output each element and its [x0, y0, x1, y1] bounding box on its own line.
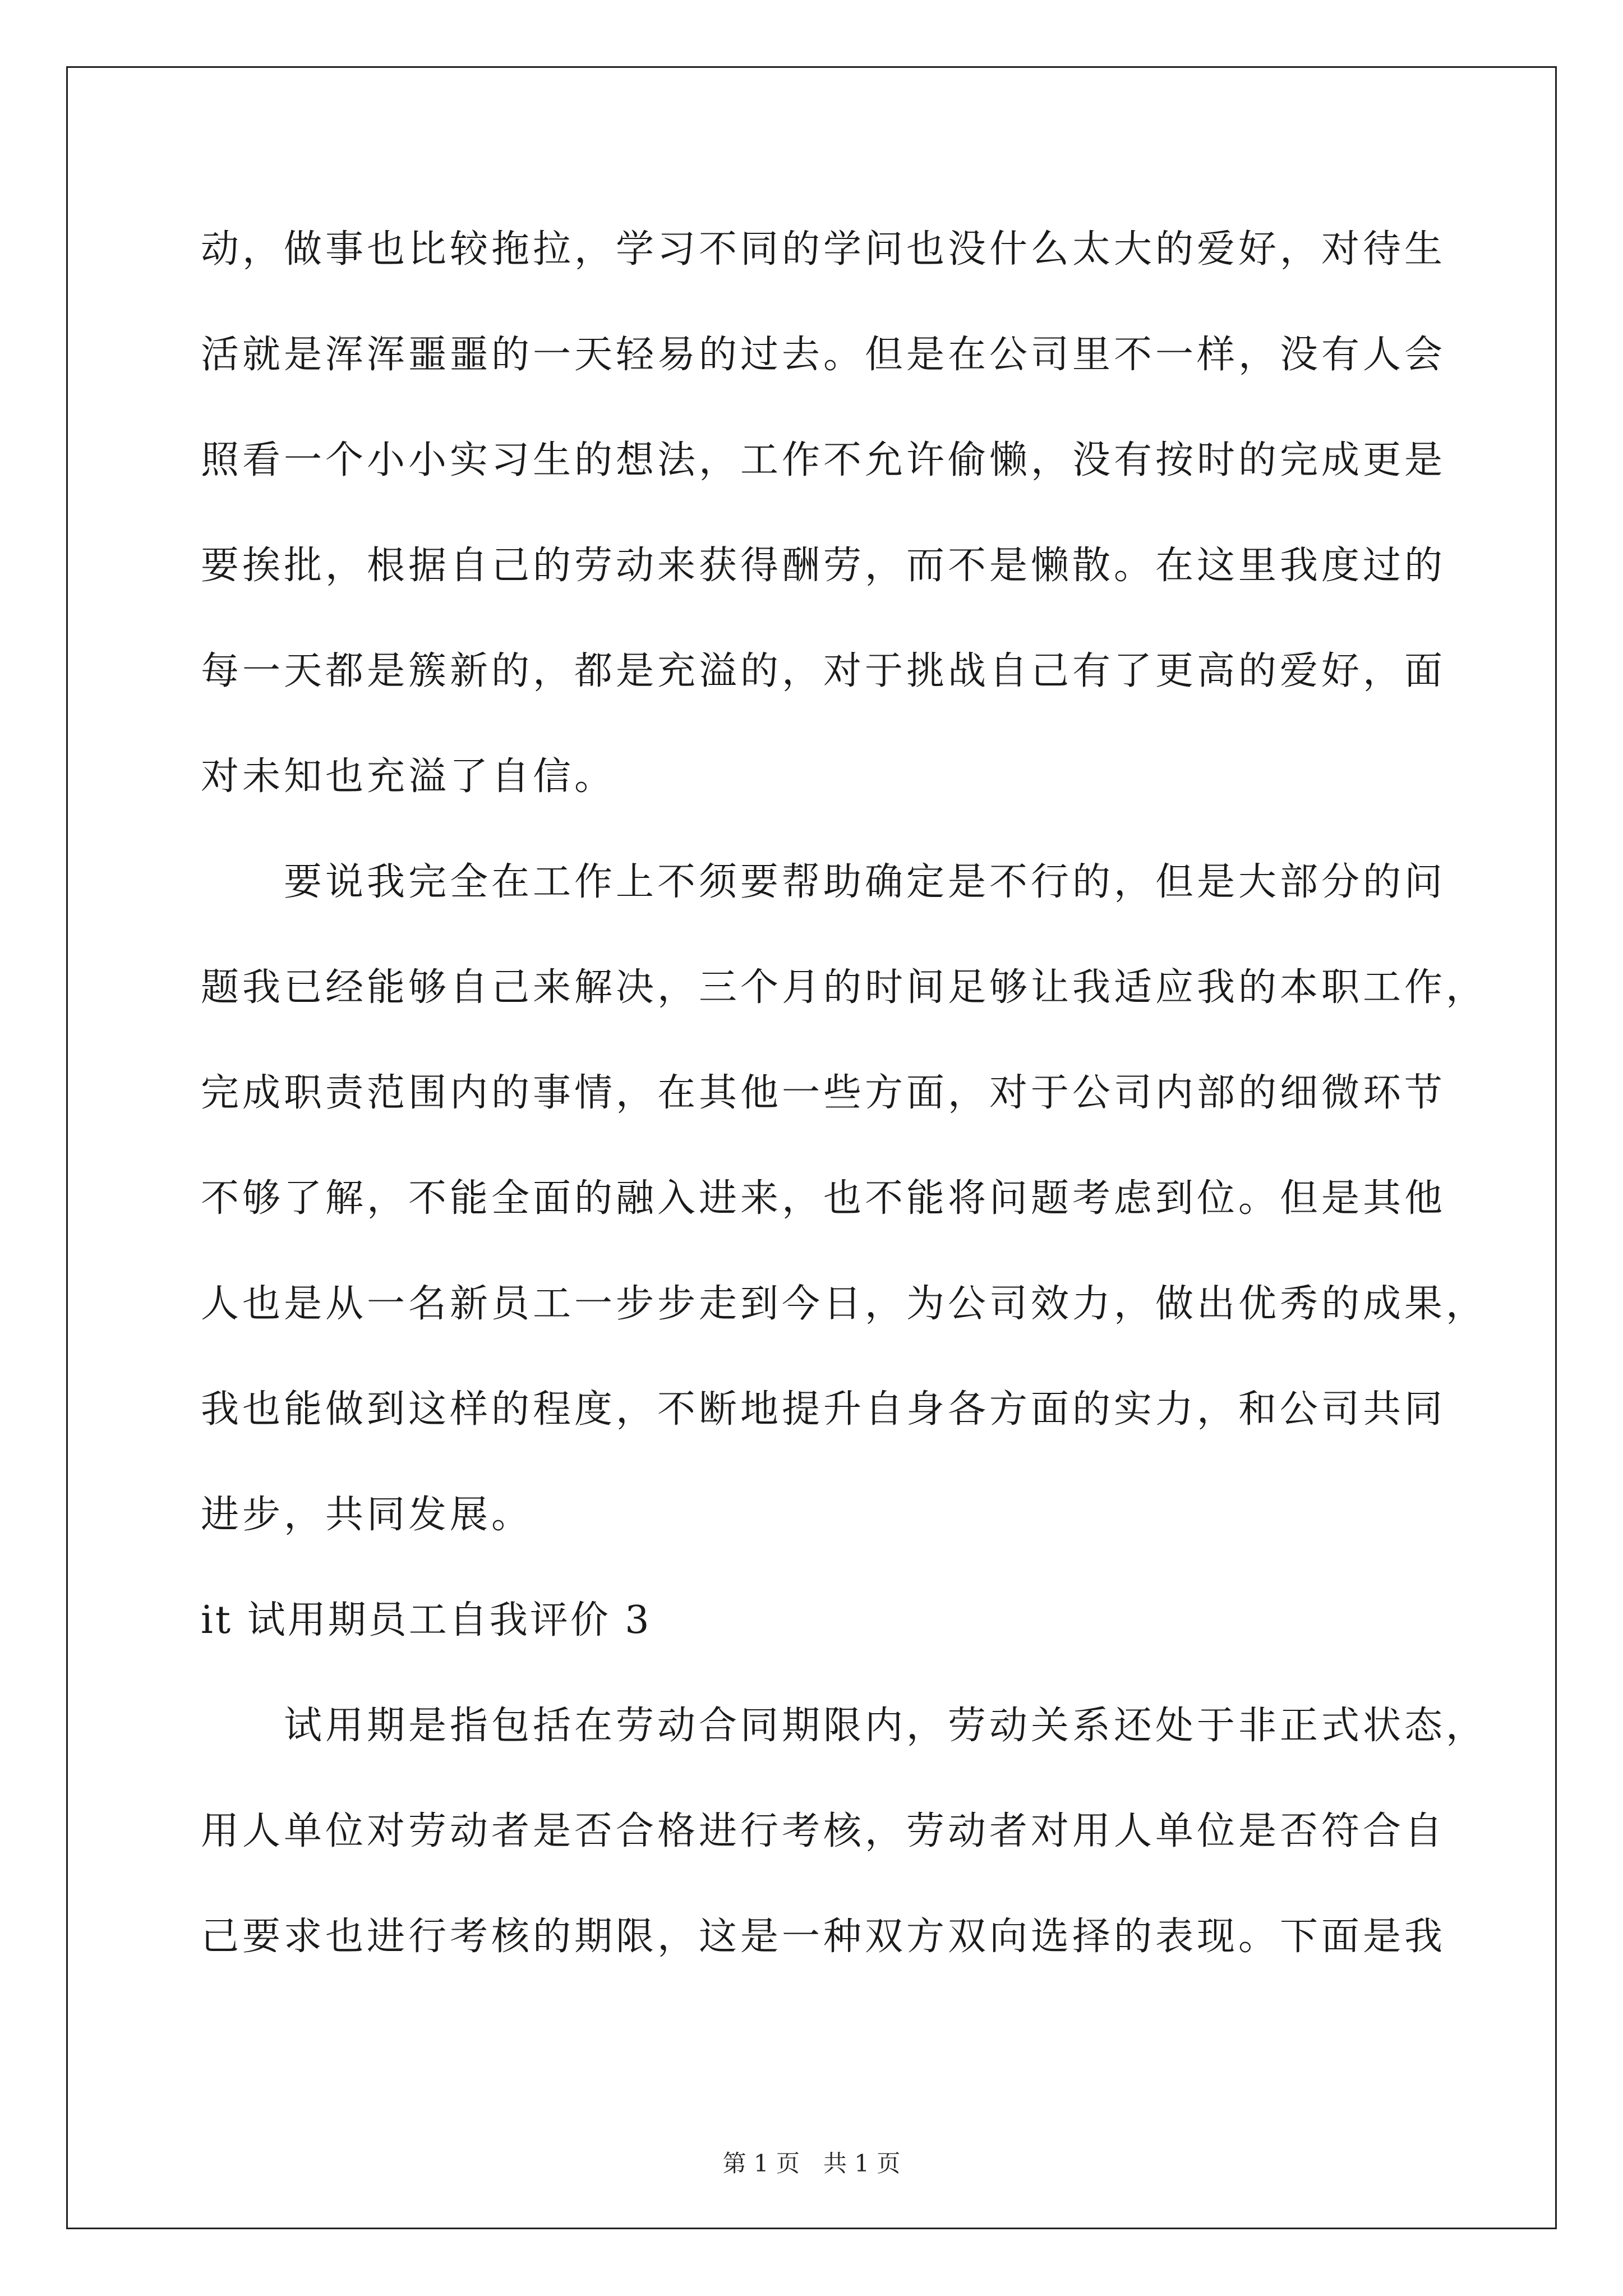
text-line-2: 活就是浑浑噩噩的一天轻易的过去。但是在公司里不一样，没有人会	[201, 333, 1446, 377]
text-line-11: 人也是从一名新员工一步步走到今日，为公司效力，做出优秀的成果，	[201, 1282, 1488, 1326]
text-line-10: 不够了解，不能全面的融入进来，也不能将问题考虑到位。但是其他	[201, 1176, 1446, 1221]
section-heading: it 试用期员工自我评价 3	[201, 1598, 652, 1642]
text-line-15: 试用期是指包括在劳动合同期限内，劳动关系还处于非正式状态，	[284, 1704, 1488, 1748]
page-footer: 第 1 页 共 1 页	[722, 2150, 901, 2177]
text-line-3: 照看一个小小实习生的想法，工作不允许偷懒，没有按时的完成更是	[201, 438, 1446, 482]
text-line-6: 对未知也充溢了自信。	[201, 754, 616, 799]
text-line-9: 完成职责范围内的事情，在其他一些方面，对于公司内部的细微环节	[201, 1071, 1446, 1115]
text-line-4: 要挨批，根据自己的劳动来获得酬劳，而不是懒散。在这里我度过的	[201, 544, 1446, 588]
text-line-8: 题我已经能够自己来解决，三个月的时间足够让我适应我的本职工作，	[201, 965, 1488, 1010]
document-body	[201, 222, 1488, 2014]
text-line-13: 进步，共同发展。	[201, 1493, 533, 1537]
text-line-1: 动，做事也比较拖拉，学习不同的学问也没什么太大的爱好，对待生	[201, 227, 1446, 272]
text-line-7: 要说我完全在工作上不须要帮助确定是不行的，但是大部分的问	[284, 860, 1446, 904]
text-line-17: 己要求也进行考核的期限，这是一种双方双向选择的表现。下面是我	[201, 1915, 1446, 1959]
text-line-12: 我也能做到这样的程度，不断地提升自身各方面的实力，和公司共同	[201, 1387, 1446, 1432]
text-line-5: 每一天都是簇新的，都是充溢的，对于挑战自己有了更高的爱好，面	[201, 649, 1446, 693]
text-line-16: 用人单位对劳动者是否合格进行考核，劳动者对用人单位是否符合自	[201, 1809, 1446, 1853]
